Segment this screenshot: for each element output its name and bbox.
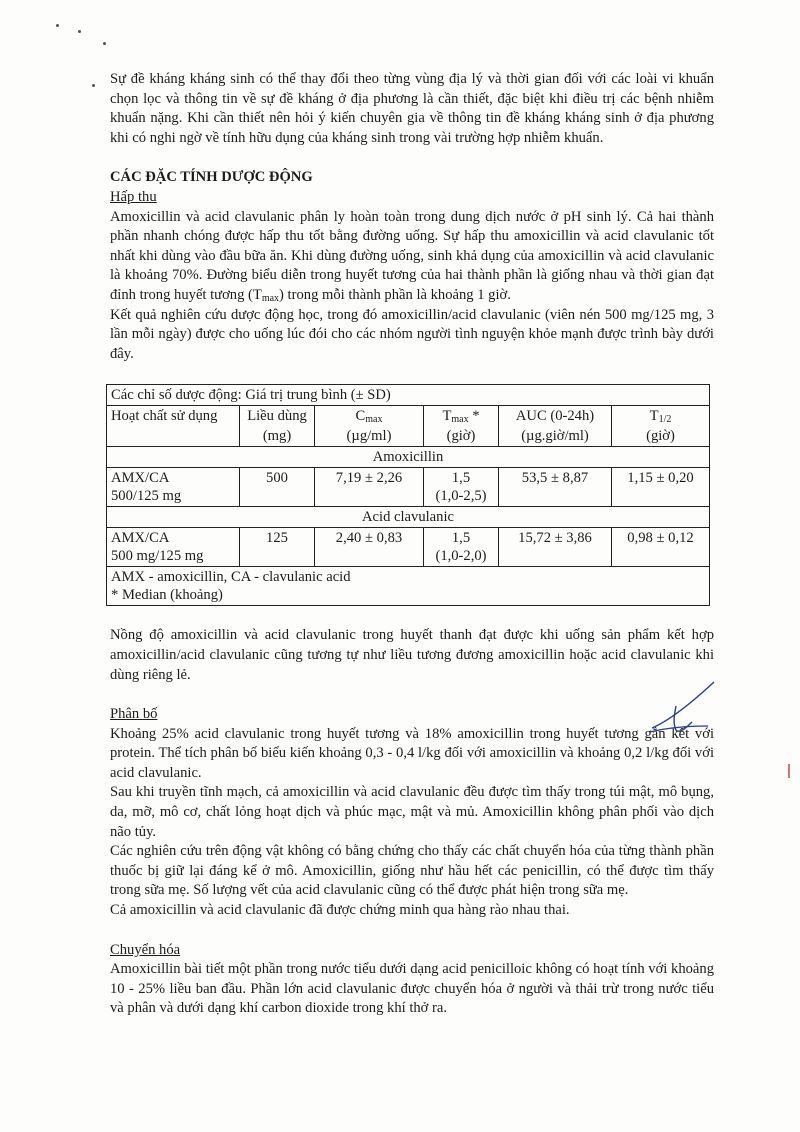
table-caption: Các chỉ số dược động: Giá trị trung bình (± SD): [107, 385, 710, 406]
distribution-paragraph-4: Cả amoxicillin và acid clavulanic đã được chứng minh qua hàng rào nhau thai.: [110, 902, 570, 919]
section-title: CÁC ĐẶC TÍNH DƯỢC ĐỘNG: [110, 169, 313, 186]
header-substance: Hoạt chất sử dụng: [107, 406, 240, 427]
margin-mark: [788, 764, 790, 778]
header-cmax: $C_{max}$: [315, 406, 424, 427]
pharmacokinetics-table: [106, 384, 710, 606]
unit-dose: (mg): [240, 426, 315, 447]
cell-cmax: 2,40 ± 0,83: [315, 528, 424, 567]
unit-cmax: (µg/ml): [315, 426, 424, 447]
cell-substance: AMX/CA 500 mg/125 mg: [107, 528, 240, 567]
absorption-paragraph-2: Kết quả nghiên cứu dược động học, trong đó amoxicillin/acid clavulanic (viên nén 500 mg/125 mg, 3 lần mỗi ngày) được cho uống lúc đói cho các nhóm người tình nguyện khỏe mạnh được trình bày dưới đây.: [110, 306, 714, 362]
group-row-clavulanic: [107, 507, 710, 528]
header-thalf: $T_{1/2}$: [612, 406, 710, 427]
group-label: Acid clavulanic: [107, 507, 710, 528]
cell-dose: 125: [240, 528, 315, 567]
unit-tmax: (giờ): [424, 426, 499, 447]
cell-auc: 53,5 ± 8,87: [499, 468, 612, 507]
table-unit-row: [107, 426, 710, 447]
scan-speck: [92, 84, 95, 87]
distribution-paragraph-1: Khoảng 25% acid clavulanic trong huyết tương và 18% amoxicillin trong huyết tương gắn kết với protein. Thể tích phân bố biểu kiến khoảng 0,3 - 0,4 l/kg đối với amoxicillin và khoảng 0,2 l/kg đối với acid clavulanic.: [110, 725, 714, 781]
absorption-paragraph-1: Amoxicillin và acid clavulanic phân ly hoàn toàn trong dung dịch nước ở pH sinh lý. Cả hai thành phần nhanh chóng được hấp thu tốt bằng đường uống. Sự hấp thu amoxicillin và acid clavulanic tốt nhất khi dùng vào đầu bữa ăn. Khi dùng đường uống, sinh khả dụng của amoxicillin và acid clavulanic là khoảng 70%. Đường biểu diễn trong huyết tương của hai thành phần là giống nhau và thời gian đạt đỉnh trong huyết tương $(T_{max})$ trong mỗi thành phần là khoảng 1 giờ.: [110, 208, 714, 304]
cell-thalf: 0,98 ± 0,12: [612, 528, 710, 567]
absorption-heading: Hấp thu: [110, 188, 157, 205]
table-row: [107, 468, 710, 507]
unit-substance-empty: [107, 426, 240, 447]
after-table-paragraph: Nồng độ amoxicillin và acid clavulanic trong huyết thanh đạt được khi uống sản phẩm kết hợp amoxicillin/acid clavulanic cũng tương tự như liều tương đương amoxicillin hoặc acid clavulanic khi dùng riêng lẻ.: [110, 627, 714, 683]
header-auc: AUC (0-24h): [499, 406, 612, 427]
cell-dose: 500: [240, 468, 315, 507]
header-dose: Liều dùng: [240, 406, 315, 427]
scan-speck: [78, 30, 81, 33]
handwritten-initial-signature: [646, 678, 718, 738]
metabolism-paragraph-1: Amoxicillin bài tiết một phần trong nước tiểu dưới dạng acid penicilloic không có hoạt tính với khoảng 10 - 25% liều ban đầu. Phần lớn acid clavulanic được chuyển hóa ở người và thải trừ trong nước tiểu và phân và dưới dạng khí carbon dioxide trong khí thở ra.: [110, 961, 714, 1017]
cell-cmax: 7,19 ± 2,26: [315, 468, 424, 507]
table-row: [107, 528, 710, 567]
distribution-paragraph-2: Sau khi truyền tĩnh mạch, cả amoxicillin và acid clavulanic đều được tìm thấy trong túi mật, mô bụng, da, mỡ, mô cơ, chất lỏng hoạt dịch và phúc mạc, mật và mủ. Amoxicillin không phân phối vào dịch não tủy.: [110, 784, 714, 840]
cell-tmax: 1,5 (1,0-2,5): [424, 468, 499, 507]
distribution-heading: Phân bố: [110, 706, 158, 723]
cell-tmax: 1,5 (1,0-2,0): [424, 528, 499, 567]
group-row-amoxicillin: [107, 447, 710, 468]
scan-speck: [103, 42, 106, 45]
intro-paragraph: Sự đề kháng kháng sinh có thể thay đổi theo từng vùng địa lý và thời gian đối với các loài vi khuẩn chọn lọc và thông tin về sự đề kháng ở địa phương là cần thiết, đặc biệt khi điều trị các bệnh nhiễm khuẩn nặng. Khi cần thiết nên hỏi ý kiến chuyên gia về thông tin đề kháng kháng sinh ở địa phương khi có nghi ngờ về tính hữu dụng của kháng sinh trong vài trường hợp nhiễm khuẩn.: [110, 71, 714, 146]
metabolism-heading: Chuyển hóa: [110, 941, 181, 958]
cell-substance: AMX/CA 500/125 mg: [107, 468, 240, 507]
table-caption-row: [107, 385, 710, 406]
table-header-row: [107, 406, 710, 427]
header-tmax: $T_{max}$ *: [424, 406, 499, 427]
cell-auc: 15,72 ± 3,86: [499, 528, 612, 567]
table-footnote-row: [107, 567, 710, 606]
document-page: [110, 70, 714, 1019]
distribution-paragraph-3: Các nghiên cứu trên động vật không có bằng chứng cho thấy các chất chuyển hóa của từng thành phần thuốc bị giữ lại đáng kể ở mô. Amoxicillin, giống như hầu hết các penicillin, có thể được tìm thấy trong sữa mẹ. Số lượng vết của acid clavulanic cũng có thể được phát hiện trong sữa mẹ.: [110, 843, 714, 899]
unit-auc: (µg.giờ/ml): [499, 426, 612, 447]
cell-thalf: 1,15 ± 0,20: [612, 468, 710, 507]
scan-speck: [56, 24, 59, 27]
group-label: Amoxicillin: [107, 447, 710, 468]
table-footnote: AMX - amoxicillin, CA - clavulanic acid * Median (khoảng): [107, 567, 710, 606]
unit-thalf: (giờ): [612, 426, 710, 447]
